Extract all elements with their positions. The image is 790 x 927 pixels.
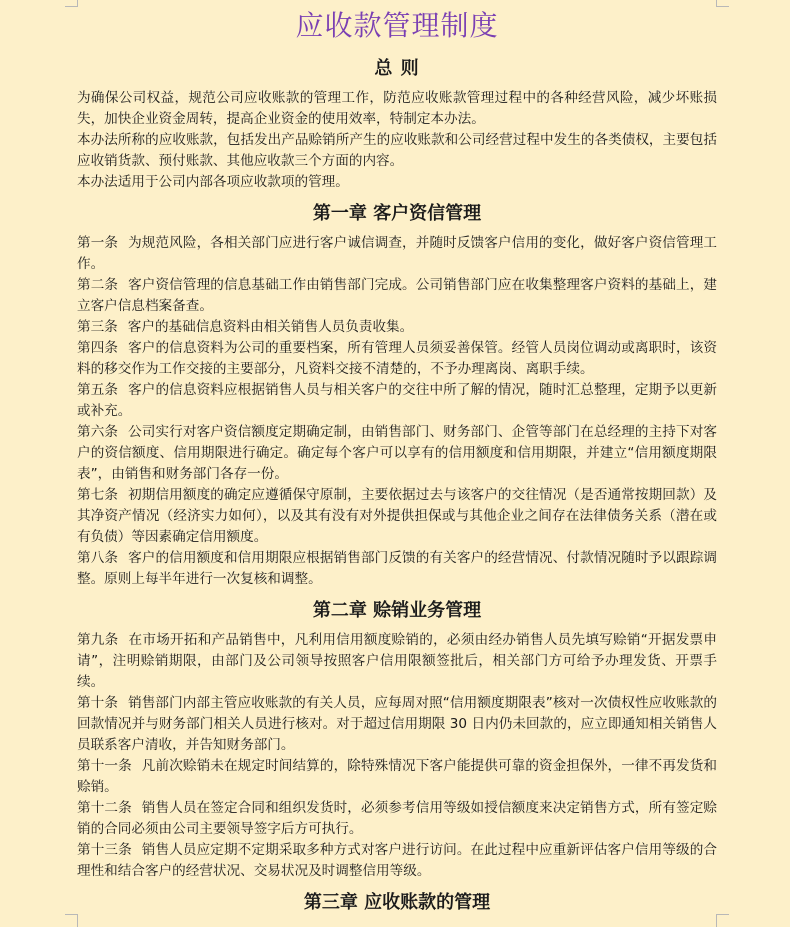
article — [77, 338, 717, 380]
article-number: 第五条 — [77, 382, 119, 398]
article-text: 凡前次赊销未在规定时间结算的，除特殊情况下客户能提供可靠的资金担保外，一律不再发货和赊销。 — [77, 758, 718, 795]
chapter-heading: 第二章 赊销业务管理 — [312, 600, 482, 621]
article-number: 第七条 — [77, 487, 119, 503]
article-number: 第一条 — [77, 235, 119, 251]
article-text: 客户的信用额度和信用期限应根据销售部门反馈的有关客户的经营情况、付款情况随时予以跟踪调整。原则上每半年进行一次复核和调整。 — [77, 550, 717, 587]
article-number: 第四条 — [77, 340, 119, 356]
document-title: 应收款管理制度 — [295, 9, 499, 42]
chapter-heading: 第三章 应收账款的管理 — [303, 892, 491, 913]
article — [77, 422, 717, 485]
article-number: 第二条 — [77, 277, 119, 293]
article — [77, 693, 717, 756]
general-heading: 总 则 — [374, 58, 420, 79]
article-text: 客户的基础信息资料由相关销售人员负责收集。 — [127, 319, 414, 335]
chapters — [77, 201, 717, 916]
article-text: 客户资信管理的信息基础工作由销售部门完成。公司销售部门应在收集整理客户资料的基础上，建立客户信息档案备查。 — [77, 277, 717, 314]
document-page — [77, 4, 717, 922]
article — [77, 798, 717, 840]
article-number: 第六条 — [77, 424, 119, 440]
article-number: 第三条 — [77, 319, 118, 335]
article — [77, 548, 717, 590]
article-number: 第十二条 — [77, 800, 132, 816]
article-text: 销售人员应定期不定期采取多种方式对客户进行访问。在此过程中应重新评估客户信用等级的合理性和结合客户的经营状况、交易状况及时调整信用等级。 — [77, 842, 718, 879]
article — [77, 756, 717, 798]
article-text: 公司实行对客户资信额度定期确定制，由销售部门、财务部门、企管等部门在总经理的主持下对客户的资信额度、信用期限进行确定。确定每个客户可以享有的信用额度和信用期限，并建立“信用额度期限表”，由销售和财务部门各存一份。 — [77, 424, 717, 482]
page-corner-mark — [716, 0, 729, 7]
general-paragraph: 为确保公司权益，规范公司应收账款的管理工作，防范应收账款管理过程中的各种经营风险，减少坏账损失，加快企业资金周转，提高企业资金的使用效率，特制定本办法。 — [77, 90, 717, 127]
chapter-heading: 第一章 客户资信管理 — [312, 203, 482, 224]
article-text: 在市场开拓和产品销售中，凡利用信用额度赊销的，必须由经办销售人员先填写赊销“开据发票申请”，注明赊销期限，由部门及公司领导按照客户信用限额签批后，相关部门方可给予办理发货、开票手续。 — [77, 632, 717, 690]
article — [77, 233, 717, 275]
article-number: 第八条 — [77, 550, 119, 566]
article-text: 客户的信息资料应根据销售人员与相关客户的交往中所了解的情况，随时汇总整理，定期予以更新或补充。 — [77, 382, 717, 419]
article-number: 第十条 — [77, 695, 119, 711]
article-number: 第九条 — [77, 632, 119, 648]
article-number: 第十三条 — [77, 842, 132, 858]
article-text: 为规范风险，各相关部门应进行客户诚信调查，并随时反馈客户信用的变化，做好客户资信管理工作。 — [77, 235, 717, 272]
article — [77, 380, 717, 422]
general-paragraph: 本办法适用于公司内部各项应收款项的管理。 — [77, 174, 349, 190]
article-text: 初期信用额度的确定应遵循保守原制，主要依据过去与该客户的交往情况（是否通常按期回款）及其净资产情况（经济实力如何），以及其有没有对外提供担保或与其他企业之间存在法律债务关系（潜在或有负债）等因素确定信用额度。 — [77, 487, 717, 545]
article-text: 客户的信息资料为公司的重要档案，所有管理人员须妥善保管。经管人员岗位调动或离职时，该资料的移交作为工作交接的主要部分，凡资料交接不清楚的，不予办理离岗、离职手续。 — [77, 340, 717, 377]
article — [77, 840, 717, 882]
article — [77, 317, 717, 338]
article — [77, 485, 717, 548]
article — [77, 275, 717, 317]
article — [77, 630, 717, 693]
article-text: 销售人员在签定合同和组织发货时，必须参考信用等级如授信额度来决定销售方式，所有签定赊销的合同必须由公司主要领导签字后方可执行。 — [77, 800, 718, 837]
article-text: 销售部门内部主管应收账款的有关人员，应每周对照“信用额度期限表”核对一次债权性应收账款的回款情况并与财务部门相关人员进行核对。对于超过信用期限 30 日内仍未回款的，应立即通知相关销售人员联系客户清收，并告知财务部门。 — [77, 695, 717, 753]
article-number: 第十一条 — [77, 758, 132, 774]
page-corner-mark — [716, 914, 729, 927]
general-paragraph: 本办法所称的应收账款，包括发出产品赊销所产生的应收账款和公司经营过程中发生的各类债权，主要包括应收销货款、预付账款、其他应收款三个方面的内容。 — [77, 132, 717, 169]
